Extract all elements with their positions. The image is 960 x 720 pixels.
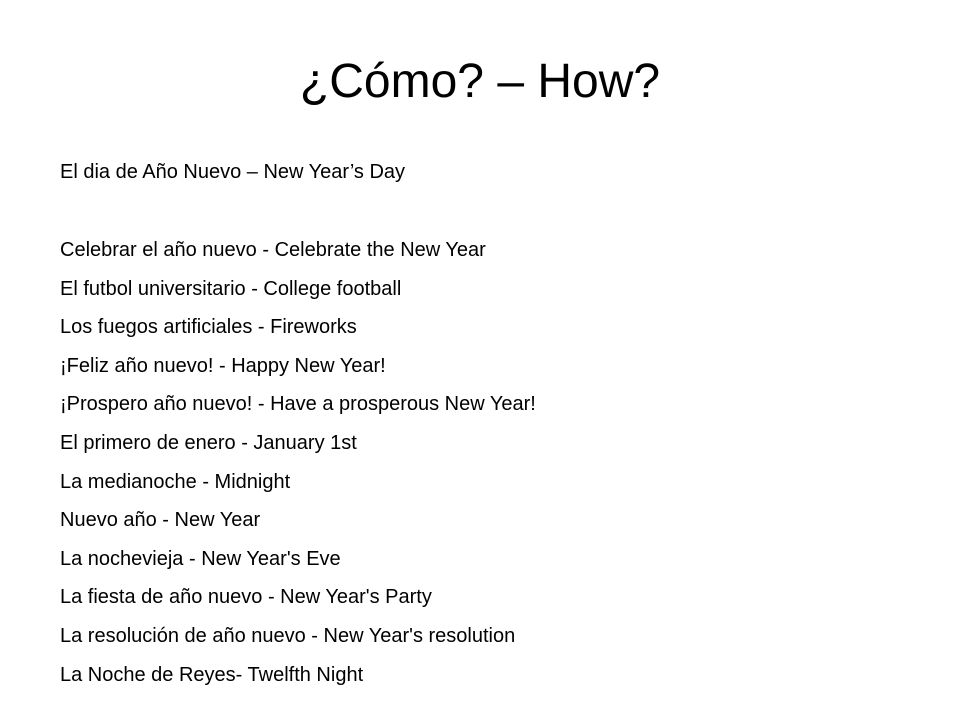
vocabulary-item: Celebrar el año nuevo - Celebrate the New Year [60,239,486,261]
vocabulary-item: La resolución de año nuevo - New Year's resolution [60,624,516,647]
vocabulary-item: El futbol universitario - College football [60,277,402,300]
intro-line: El dia de Año Nuevo – New Year’s Day [60,161,406,183]
vocabulary-item: ¡Prospero año nuevo! - Have a prosperous New Year! [60,393,536,416]
vocabulary-item: La medianoche - Midnight [60,470,291,493]
vocabulary-item: La fiesta de año nuevo - New Year's Party [60,586,432,609]
slide-title: ¿Cómo? – How? [299,55,661,108]
vocabulary-item: ¡Feliz año nuevo! - Happy New Year! [60,354,386,377]
vocabulary-list [60,236,536,699]
vocabulary-item: El primero de enero - January 1st [60,431,357,454]
vocabulary-item: Los fuegos artificiales - Fireworks [60,316,357,339]
vocabulary-item: La nochevieja - New Year's Eve [60,547,341,570]
vocabulary-item: La Noche de Reyes- Twelfth Night [60,663,364,686]
vocabulary-item: Nuevo año - New Year [60,509,261,532]
